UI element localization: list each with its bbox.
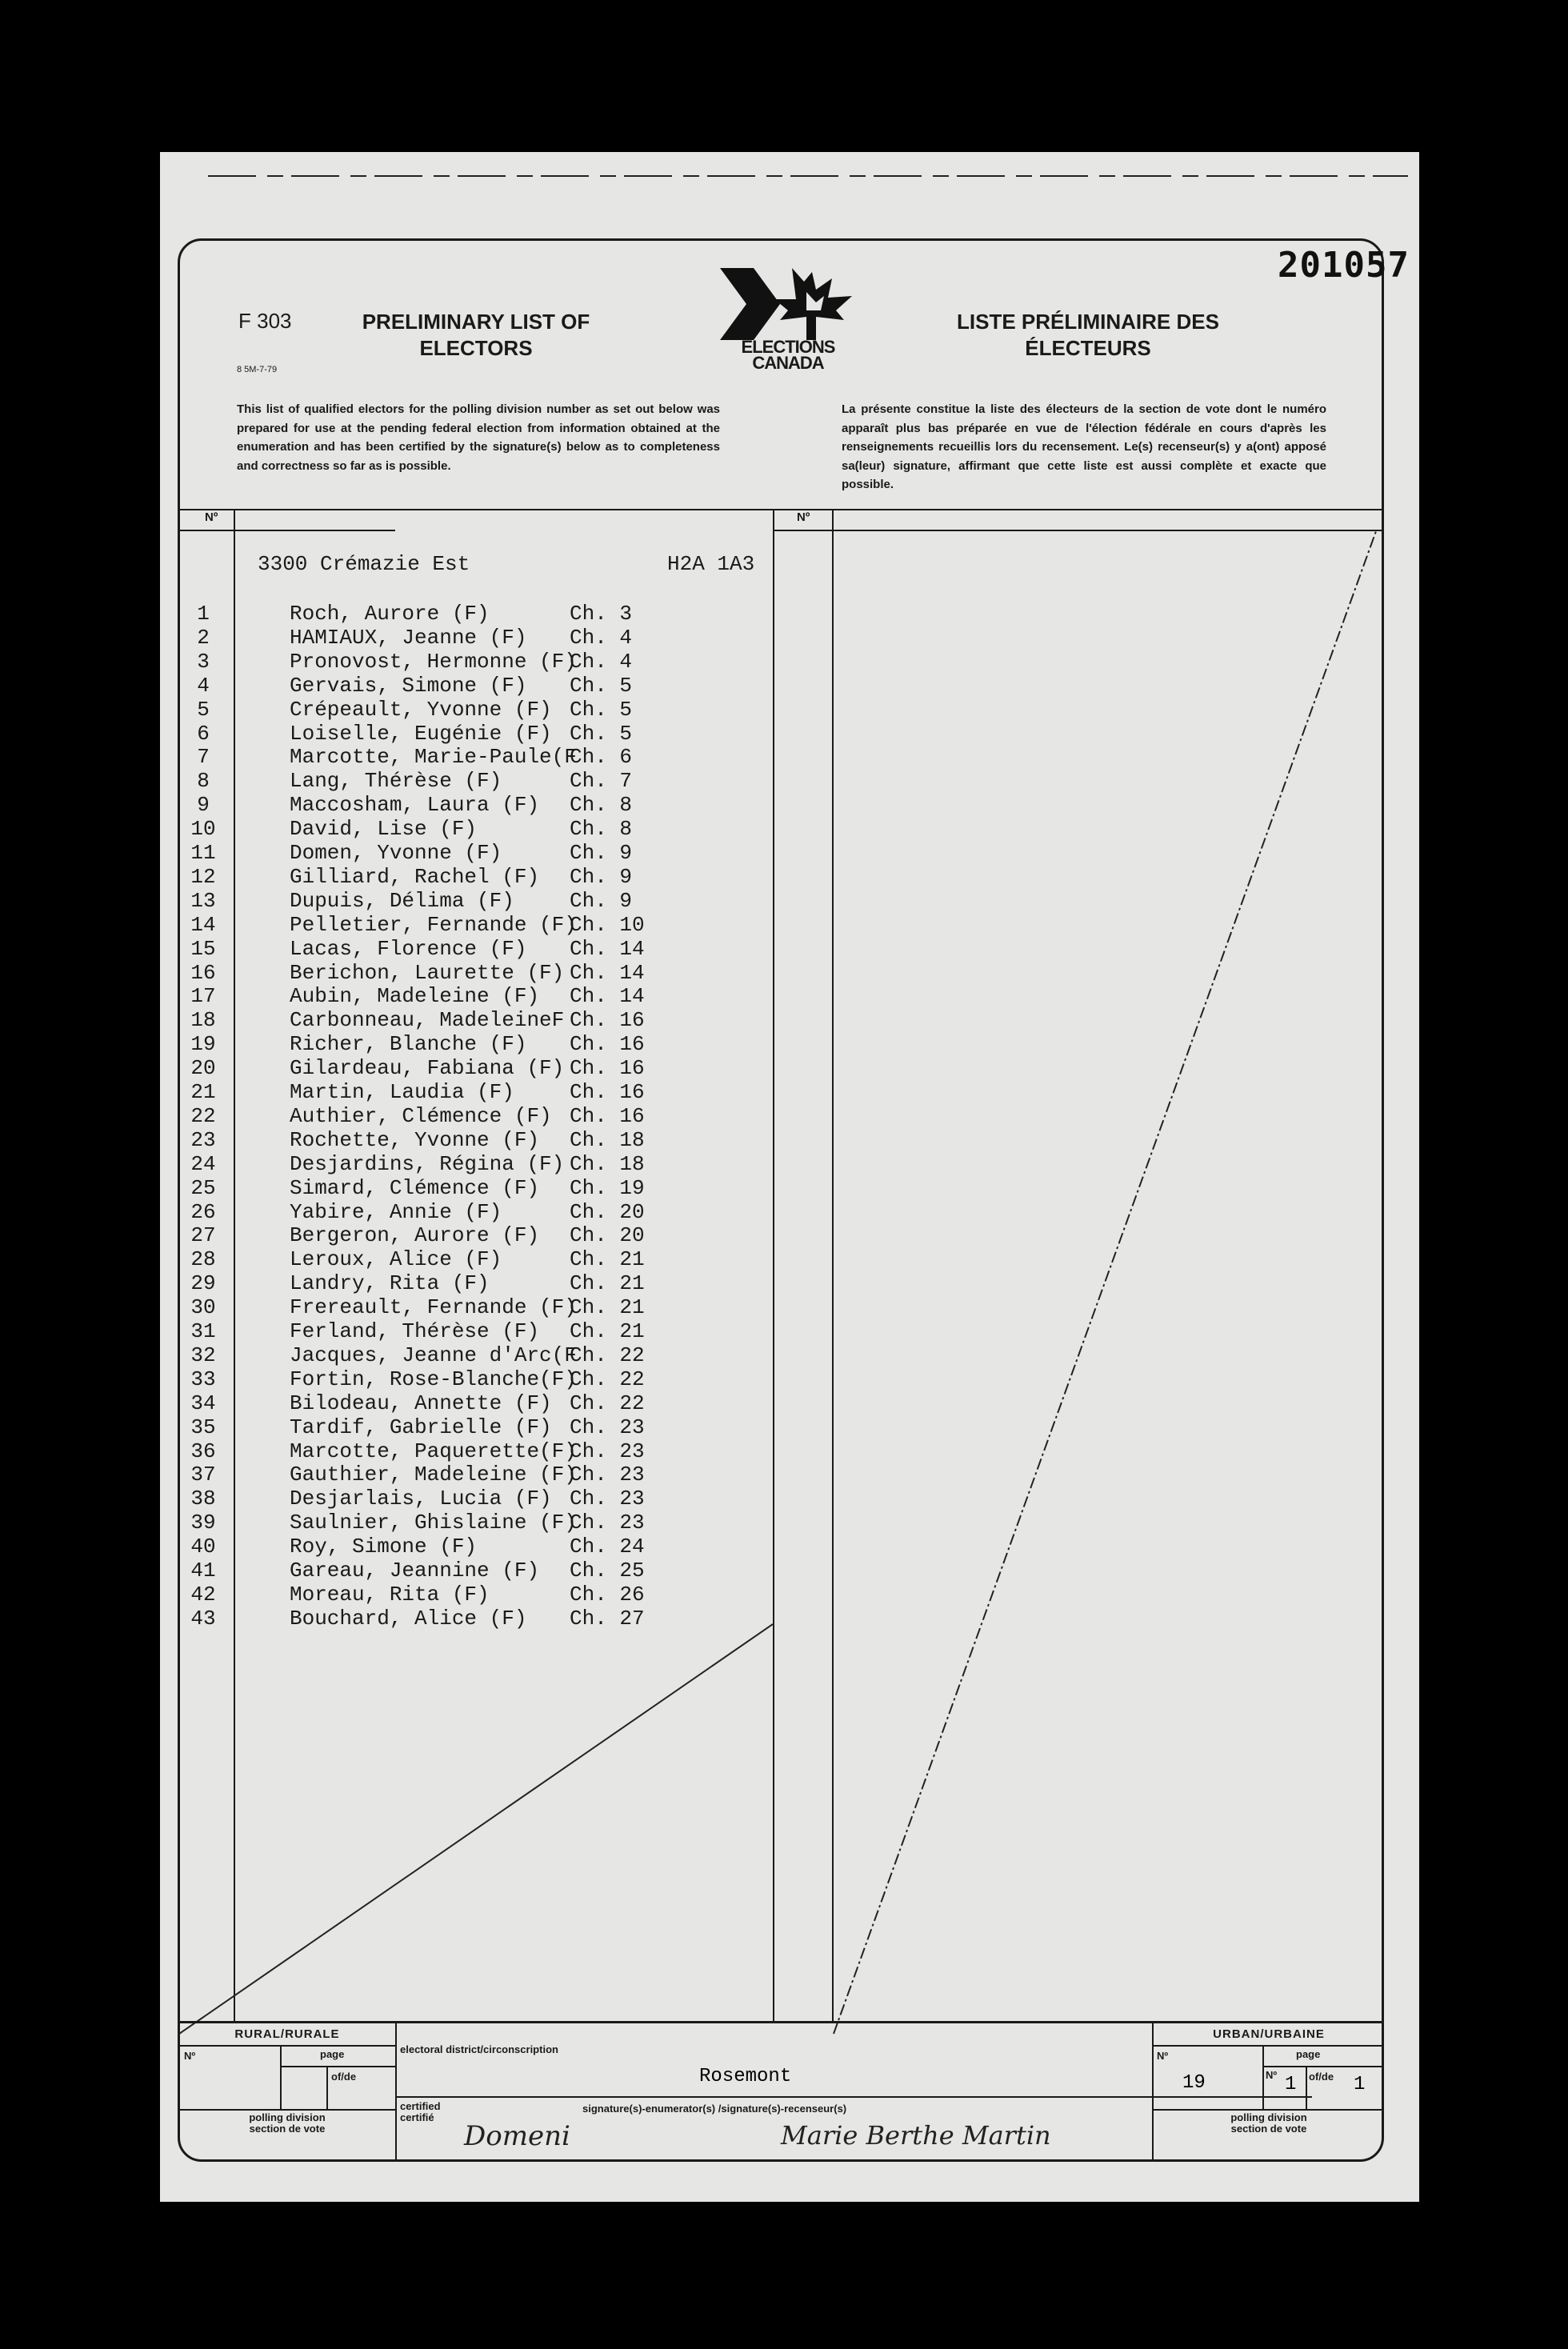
elector-number: 32 [190, 1343, 216, 1367]
elector-room: Ch. 18 [570, 1127, 645, 1152]
elector-number: 5 [197, 697, 210, 722]
elector-number: 17 [190, 984, 216, 1009]
elector-room: Ch. 19 [570, 1175, 645, 1200]
elector-room: Ch. 20 [570, 1223, 645, 1248]
elector-number: 7 [197, 745, 210, 770]
column-header-no-left: Nº [205, 510, 218, 524]
elector-number: 13 [190, 888, 216, 913]
elector-number: 12 [190, 864, 216, 889]
certified-label-fr: certifié [400, 2111, 434, 2123]
elector-number: 9 [197, 793, 210, 818]
column-header-no-right: Nº [797, 510, 810, 524]
enumerator-signature-2: Marie Berthe Martin [781, 2120, 1051, 2151]
elector-name: Lang, Thérèse (F) [290, 769, 502, 794]
elector-room: Ch. 25 [570, 1559, 645, 1583]
urban-section-divider [1152, 2021, 1154, 2162]
urban-polling-line [1152, 2109, 1384, 2111]
elector-name: Jacques, Jeanne d'Arc(F [290, 1343, 577, 1367]
elector-room: Ch. 21 [570, 1319, 645, 1343]
rural-page-line [280, 2066, 395, 2067]
elector-name: Carbonneau, MadeleineF [290, 1008, 565, 1033]
elector-room: Ch. 21 [570, 1295, 645, 1320]
elector-name: Lacas, Florence (F) [290, 936, 527, 961]
elector-name: Desjardins, Régina (F) [290, 1151, 565, 1176]
rural-of-label: of/de [331, 2071, 357, 2083]
elector-room: Ch. 14 [570, 984, 645, 1009]
elector-name: Frereault, Fernande (F) [290, 1295, 577, 1320]
elector-room: Ch. 20 [570, 1199, 645, 1224]
elector-number: 34 [190, 1391, 216, 1415]
elector-number: 43 [190, 1606, 216, 1631]
elector-room: Ch. 16 [570, 1103, 645, 1128]
elector-number: 30 [190, 1295, 216, 1320]
elector-room: Ch. 23 [570, 1487, 645, 1511]
urban-page-value: 1 [1285, 2074, 1297, 2095]
elector-name: Marcotte, Marie-Paule(F [290, 745, 577, 770]
elector-name: Aubin, Madeleine (F) [290, 984, 540, 1009]
elector-name: Marcotte, Paquerette(F) [290, 1439, 577, 1463]
urban-no-label: Nº [1157, 2050, 1169, 2062]
elector-room: Ch. 6 [570, 745, 633, 770]
elector-name: Saulnier, Ghislaine (F) [290, 1511, 577, 1535]
elector-name: Tardif, Gabrielle (F) [290, 1415, 552, 1439]
elector-number: 40 [190, 1535, 216, 1559]
elector-number: 35 [190, 1415, 216, 1439]
rural-polling-label-fr: section de vote [249, 2123, 326, 2135]
elector-name: Maccosham, Laura (F) [290, 793, 540, 818]
title-english-line-1: PRELIMINARY LIST OF [362, 310, 590, 334]
elector-room: Ch. 18 [570, 1151, 645, 1176]
elector-room: Ch. 23 [570, 1463, 645, 1487]
elector-name: Loiselle, Eugénie (F) [290, 721, 552, 746]
urban-label-line [1152, 2045, 1384, 2047]
elector-room: Ch. 4 [570, 625, 633, 650]
elector-number: 33 [190, 1367, 216, 1391]
elector-name: Pelletier, Fernande (F) [290, 912, 577, 937]
certified-label [400, 2101, 441, 2123]
footer-top-line [178, 2021, 1384, 2023]
elector-number: 29 [190, 1271, 216, 1296]
elector-room: Ch. 10 [570, 912, 645, 937]
elector-number: 31 [190, 1319, 216, 1343]
elector-number: 3 [197, 649, 210, 674]
elector-room: Ch. 22 [570, 1343, 645, 1367]
elector-room: Ch. 22 [570, 1391, 645, 1415]
urban-page-label: page [1296, 2048, 1321, 2060]
urban-no-value: 19 [1182, 2072, 1206, 2094]
elector-number: 20 [190, 1056, 216, 1081]
elector-number: 37 [190, 1463, 216, 1487]
elector-room: Ch. 22 [570, 1367, 645, 1391]
elector-room: Ch. 9 [570, 864, 633, 889]
elector-name: Roy, Simone (F) [290, 1535, 478, 1559]
elector-number: 14 [190, 912, 216, 937]
elector-room: Ch. 4 [570, 649, 633, 674]
rural-polling-label-en: polling division [249, 2111, 326, 2123]
elector-number: 10 [190, 817, 216, 842]
elector-number: 38 [190, 1487, 216, 1511]
elector-room: Ch. 16 [570, 1032, 645, 1057]
rural-label-line [178, 2045, 395, 2047]
elector-name: Bilodeau, Annette (F) [290, 1391, 552, 1415]
elector-name: Ferland, Thérèse (F) [290, 1319, 540, 1343]
elector-number: 28 [190, 1247, 216, 1272]
elector-room: Ch. 21 [570, 1247, 645, 1272]
elector-name: Richer, Blanche (F) [290, 1032, 527, 1057]
elector-number: 21 [190, 1080, 216, 1104]
elector-room: Ch. 24 [570, 1535, 645, 1559]
elector-name: Moreau, Rita (F) [290, 1582, 490, 1607]
elector-number: 18 [190, 1008, 216, 1033]
elector-room: Ch. 21 [570, 1271, 645, 1296]
urban-of-divider [1306, 2066, 1307, 2109]
elector-number: 15 [190, 936, 216, 961]
elector-room: Ch. 8 [570, 817, 633, 842]
urban-no-divider [1262, 2045, 1264, 2109]
elector-number: 19 [190, 1032, 216, 1057]
elector-name: Bergeron, Aurore (F) [290, 1223, 540, 1248]
elector-name: Simard, Clémence (F) [290, 1175, 540, 1200]
address-postal-code: H2A 1A3 [667, 552, 755, 576]
elector-name: Gilliard, Rachel (F) [290, 864, 540, 889]
intro-text-french: La présente constitue la liste des électeurs de la section de vote dont le numéro apparaît plus bas préparée en vue de l'élection fédérale en cours d'après les renseignements recueillis lors du recensement. Le(s) recenseur(s) y a(ont) apposé sa(leur) signature, affirmant que cette liste est aussi complète et exacte que possible. [842, 402, 1326, 491]
elector-name: Berichon, Laurette (F) [290, 960, 565, 985]
elector-room: Ch. 23 [570, 1439, 645, 1463]
elector-name: Gervais, Simone (F) [290, 673, 527, 698]
rural-section-divider [395, 2021, 397, 2162]
serial-number: 201057 [1278, 245, 1410, 286]
elector-room: Ch. 16 [570, 1056, 645, 1081]
elector-number: 11 [190, 841, 216, 865]
rural-polling-label [179, 2112, 395, 2135]
elector-number: 22 [190, 1103, 216, 1128]
elector-number: 4 [197, 673, 210, 698]
elector-name: Leroux, Alice (F) [290, 1247, 502, 1272]
elector-number: 2 [197, 625, 210, 650]
elector-room: Ch. 16 [570, 1080, 645, 1104]
elector-room: Ch. 3 [570, 602, 633, 626]
elector-name: David, Lise (F) [290, 817, 478, 842]
elector-name: Fortin, Rose-Blanche(F) [290, 1367, 577, 1391]
elector-name: Martin, Laudia (F) [290, 1080, 514, 1104]
elector-number: 42 [190, 1582, 216, 1607]
rural-page-label: page [320, 2048, 345, 2060]
district-line [395, 2096, 1312, 2098]
elector-number: 36 [190, 1439, 216, 1463]
elector-name: Bouchard, Alice (F) [290, 1606, 527, 1631]
district-value: Rosemont [699, 2066, 792, 2087]
elector-room: Ch. 9 [570, 888, 633, 913]
elector-number: 24 [190, 1151, 216, 1176]
rural-of-divider [326, 2066, 328, 2109]
urban-of-value: 1 [1354, 2074, 1366, 2095]
document-page [160, 152, 1419, 2202]
rural-no-divider [280, 2045, 282, 2109]
urban-polling-label-en: polling division [1230, 2111, 1307, 2123]
elector-room: Ch. 27 [570, 1606, 645, 1631]
elector-number: 41 [190, 1559, 216, 1583]
urban-page-line [1262, 2066, 1384, 2067]
form-code-sub: 8 5M-7-79 [237, 365, 278, 374]
elector-room: Ch. 26 [570, 1582, 645, 1607]
elector-number: 8 [197, 769, 210, 794]
elector-room: Ch. 8 [570, 793, 633, 818]
elector-number: 6 [197, 721, 210, 746]
elector-room: Ch. 5 [570, 721, 633, 746]
elector-name: Pronovost, Hermonne (F) [290, 649, 577, 674]
form-code: F 303 [238, 309, 292, 333]
elector-room: Ch. 23 [570, 1415, 645, 1439]
title-english-line-2: ELECTORS [419, 336, 533, 360]
elector-name: Desjarlais, Lucia (F) [290, 1487, 552, 1511]
rural-label: RURAL/RURALE [234, 2027, 340, 2041]
elector-name: HAMIAUX, Jeanne (F) [290, 625, 527, 650]
elector-name: Gareau, Jeannine (F) [290, 1559, 540, 1583]
urban-page-no-label: Nº [1266, 2069, 1278, 2081]
signature-label: signature(s)-enumerator(s) /signature(s)-recenseur(s) [582, 2103, 847, 2115]
elector-room: Ch. 5 [570, 673, 633, 698]
elector-number: 25 [190, 1175, 216, 1200]
elector-room: Ch. 14 [570, 936, 645, 961]
urban-polling-label [1154, 2112, 1384, 2135]
elector-name: Rochette, Yvonne (F) [290, 1127, 540, 1152]
elector-name: Landry, Rita (F) [290, 1271, 490, 1296]
urban-of-label: of/de [1309, 2071, 1334, 2083]
elector-name: Domen, Yvonne (F) [290, 841, 502, 865]
elector-number: 27 [190, 1223, 216, 1248]
elector-room: Ch. 23 [570, 1511, 645, 1535]
elector-name: Yabire, Annie (F) [290, 1199, 502, 1224]
title-french-line-2: ÉLECTEURS [1025, 336, 1151, 360]
elector-number: 39 [190, 1511, 216, 1535]
urban-label: URBAN/URBAINE [1213, 2027, 1325, 2041]
elector-number: 1 [197, 602, 210, 626]
logo-text-elections: ELECTIONS [741, 337, 835, 357]
district-label: electoral district/circonscription [400, 2043, 558, 2055]
elector-name: Dupuis, Délima (F) [290, 888, 514, 913]
elector-room: Ch. 5 [570, 697, 633, 722]
elector-name: Crépeault, Yvonne (F) [290, 697, 552, 722]
elector-room: Ch. 16 [570, 1008, 645, 1033]
title-french-line-1: LISTE PRÉLIMINAIRE DES [957, 310, 1219, 334]
urban-polling-label-fr: section de vote [1230, 2123, 1307, 2135]
certified-label-en: certified [400, 2100, 441, 2112]
elector-name: Gauthier, Madeleine (F) [290, 1463, 577, 1487]
logo-text-canada: CANADA [752, 353, 824, 373]
elector-room: Ch. 7 [570, 769, 633, 794]
enumerator-signature-1: Domeni [464, 2120, 570, 2152]
elector-room: Ch. 9 [570, 841, 633, 865]
elector-name: Roch, Aurore (F) [290, 602, 490, 626]
elector-number: 23 [190, 1127, 216, 1152]
intro-text-english: This list of qualified electors for the polling division number as set out below was prepared for use at the pending federal election from information obtained at the enumeration and has been certified by the signature(s) below as to completeness and correctness so far as is possible. [237, 402, 720, 473]
cancellation-lines [160, 152, 1419, 2202]
elector-number: 26 [190, 1199, 216, 1224]
rural-polling-line [178, 2109, 395, 2111]
rural-no-label: Nº [184, 2050, 196, 2062]
elector-room: Ch. 14 [570, 960, 645, 985]
elector-name: Gilardeau, Fabiana (F) [290, 1056, 565, 1081]
address-street: 3300 Crémazie Est [258, 552, 470, 576]
elector-name: Authier, Clémence (F) [290, 1103, 552, 1128]
elector-number: 16 [190, 960, 216, 985]
